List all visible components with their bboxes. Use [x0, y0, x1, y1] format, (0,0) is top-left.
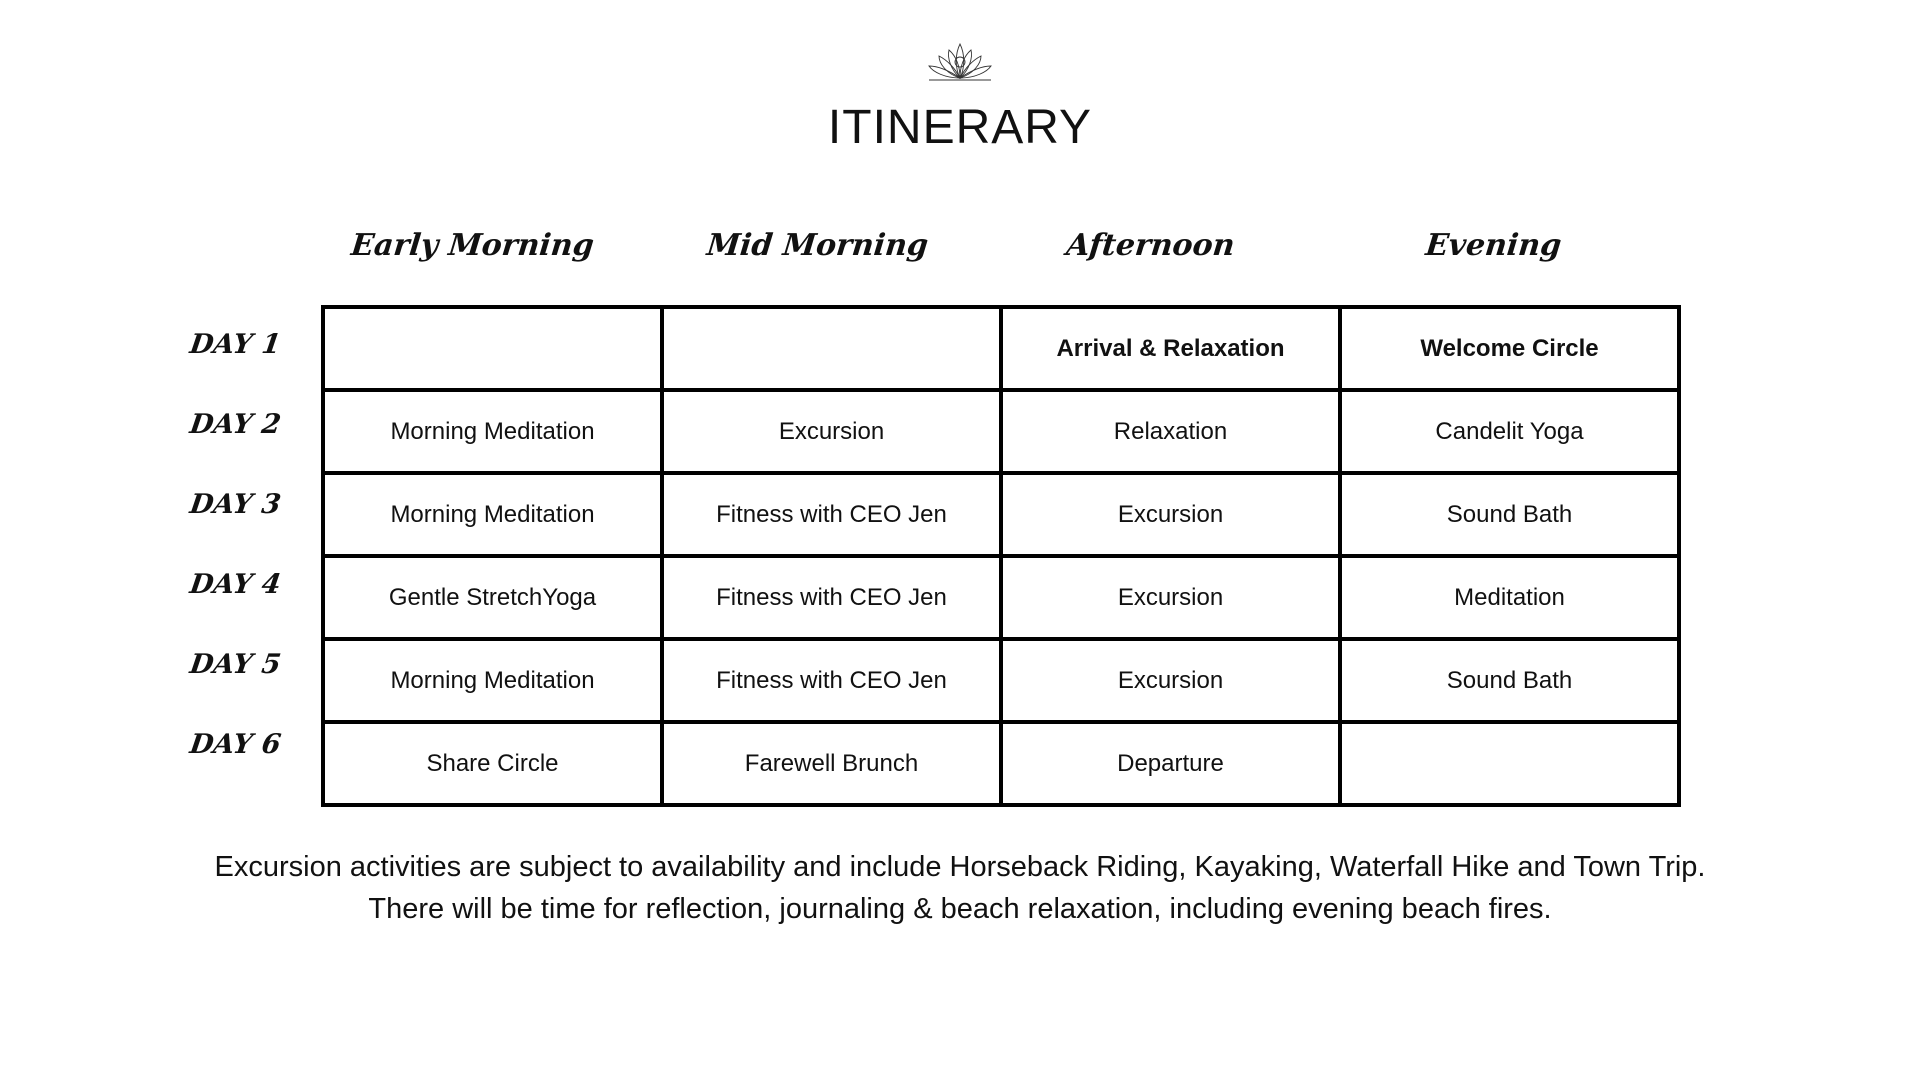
table-cell: [323, 307, 662, 390]
table-cell: Excursion: [1001, 556, 1340, 639]
table-row: [323, 307, 1679, 390]
table-row: [323, 556, 1679, 639]
table-cell: Departure: [1001, 722, 1340, 805]
day-label-2: DAY 2: [187, 409, 283, 440]
day-label-1: DAY 1: [187, 329, 283, 360]
table-cell: Farewell Brunch: [662, 722, 1001, 805]
table-cell: Gentle StretchYoga: [323, 556, 662, 639]
table-cell: Morning Meditation: [323, 639, 662, 722]
table-cell: [1340, 722, 1679, 805]
table-cell: Meditation: [1340, 556, 1679, 639]
day-label-5: DAY 5: [187, 649, 283, 680]
table-row: [323, 473, 1679, 556]
day-label-6: DAY 6: [187, 729, 283, 760]
table-row: [323, 722, 1679, 805]
footnote-line-2: There will be time for reflection, journaling & beach relaxation, including evening beach fires.: [368, 893, 1552, 925]
table-cell: Arrival & Relaxation: [1001, 307, 1340, 390]
footnote-line-1: Excursion activities are subject to availability and include Horseback Riding, Kayaking, Waterfall Hike and Town Trip.: [214, 851, 1706, 883]
table-cell: Morning Meditation: [323, 390, 662, 473]
lotus-mandala-icon: [925, 40, 995, 82]
table-cell: Candelit Yoga: [1340, 390, 1679, 473]
table-cell: Welcome Circle: [1340, 307, 1679, 390]
table-cell: Sound Bath: [1340, 473, 1679, 556]
column-header-early-morning: Early Morning: [349, 228, 596, 263]
table-cell: Fitness with CEO Jen: [662, 556, 1001, 639]
table-cell: Relaxation: [1001, 390, 1340, 473]
table-cell: Morning Meditation: [323, 473, 662, 556]
column-header-evening: Evening: [1423, 228, 1564, 263]
page-title: ITINERARY: [827, 101, 1093, 154]
table-cell: Excursion: [662, 390, 1001, 473]
column-header-afternoon: Afternoon: [1064, 228, 1237, 263]
table-cell: [662, 307, 1001, 390]
day-label-3: DAY 3: [187, 489, 283, 520]
table-row: [323, 639, 1679, 722]
table-cell: Excursion: [1001, 639, 1340, 722]
table-cell: Fitness with CEO Jen: [662, 639, 1001, 722]
table-cell: Sound Bath: [1340, 639, 1679, 722]
table-cell: Fitness with CEO Jen: [662, 473, 1001, 556]
itinerary-table: [321, 305, 1681, 807]
column-header-mid-morning: Mid Morning: [705, 228, 930, 263]
table-cell: Share Circle: [323, 722, 662, 805]
table-row: [323, 390, 1679, 473]
day-label-4: DAY 4: [187, 569, 283, 600]
table-cell: Excursion: [1001, 473, 1340, 556]
